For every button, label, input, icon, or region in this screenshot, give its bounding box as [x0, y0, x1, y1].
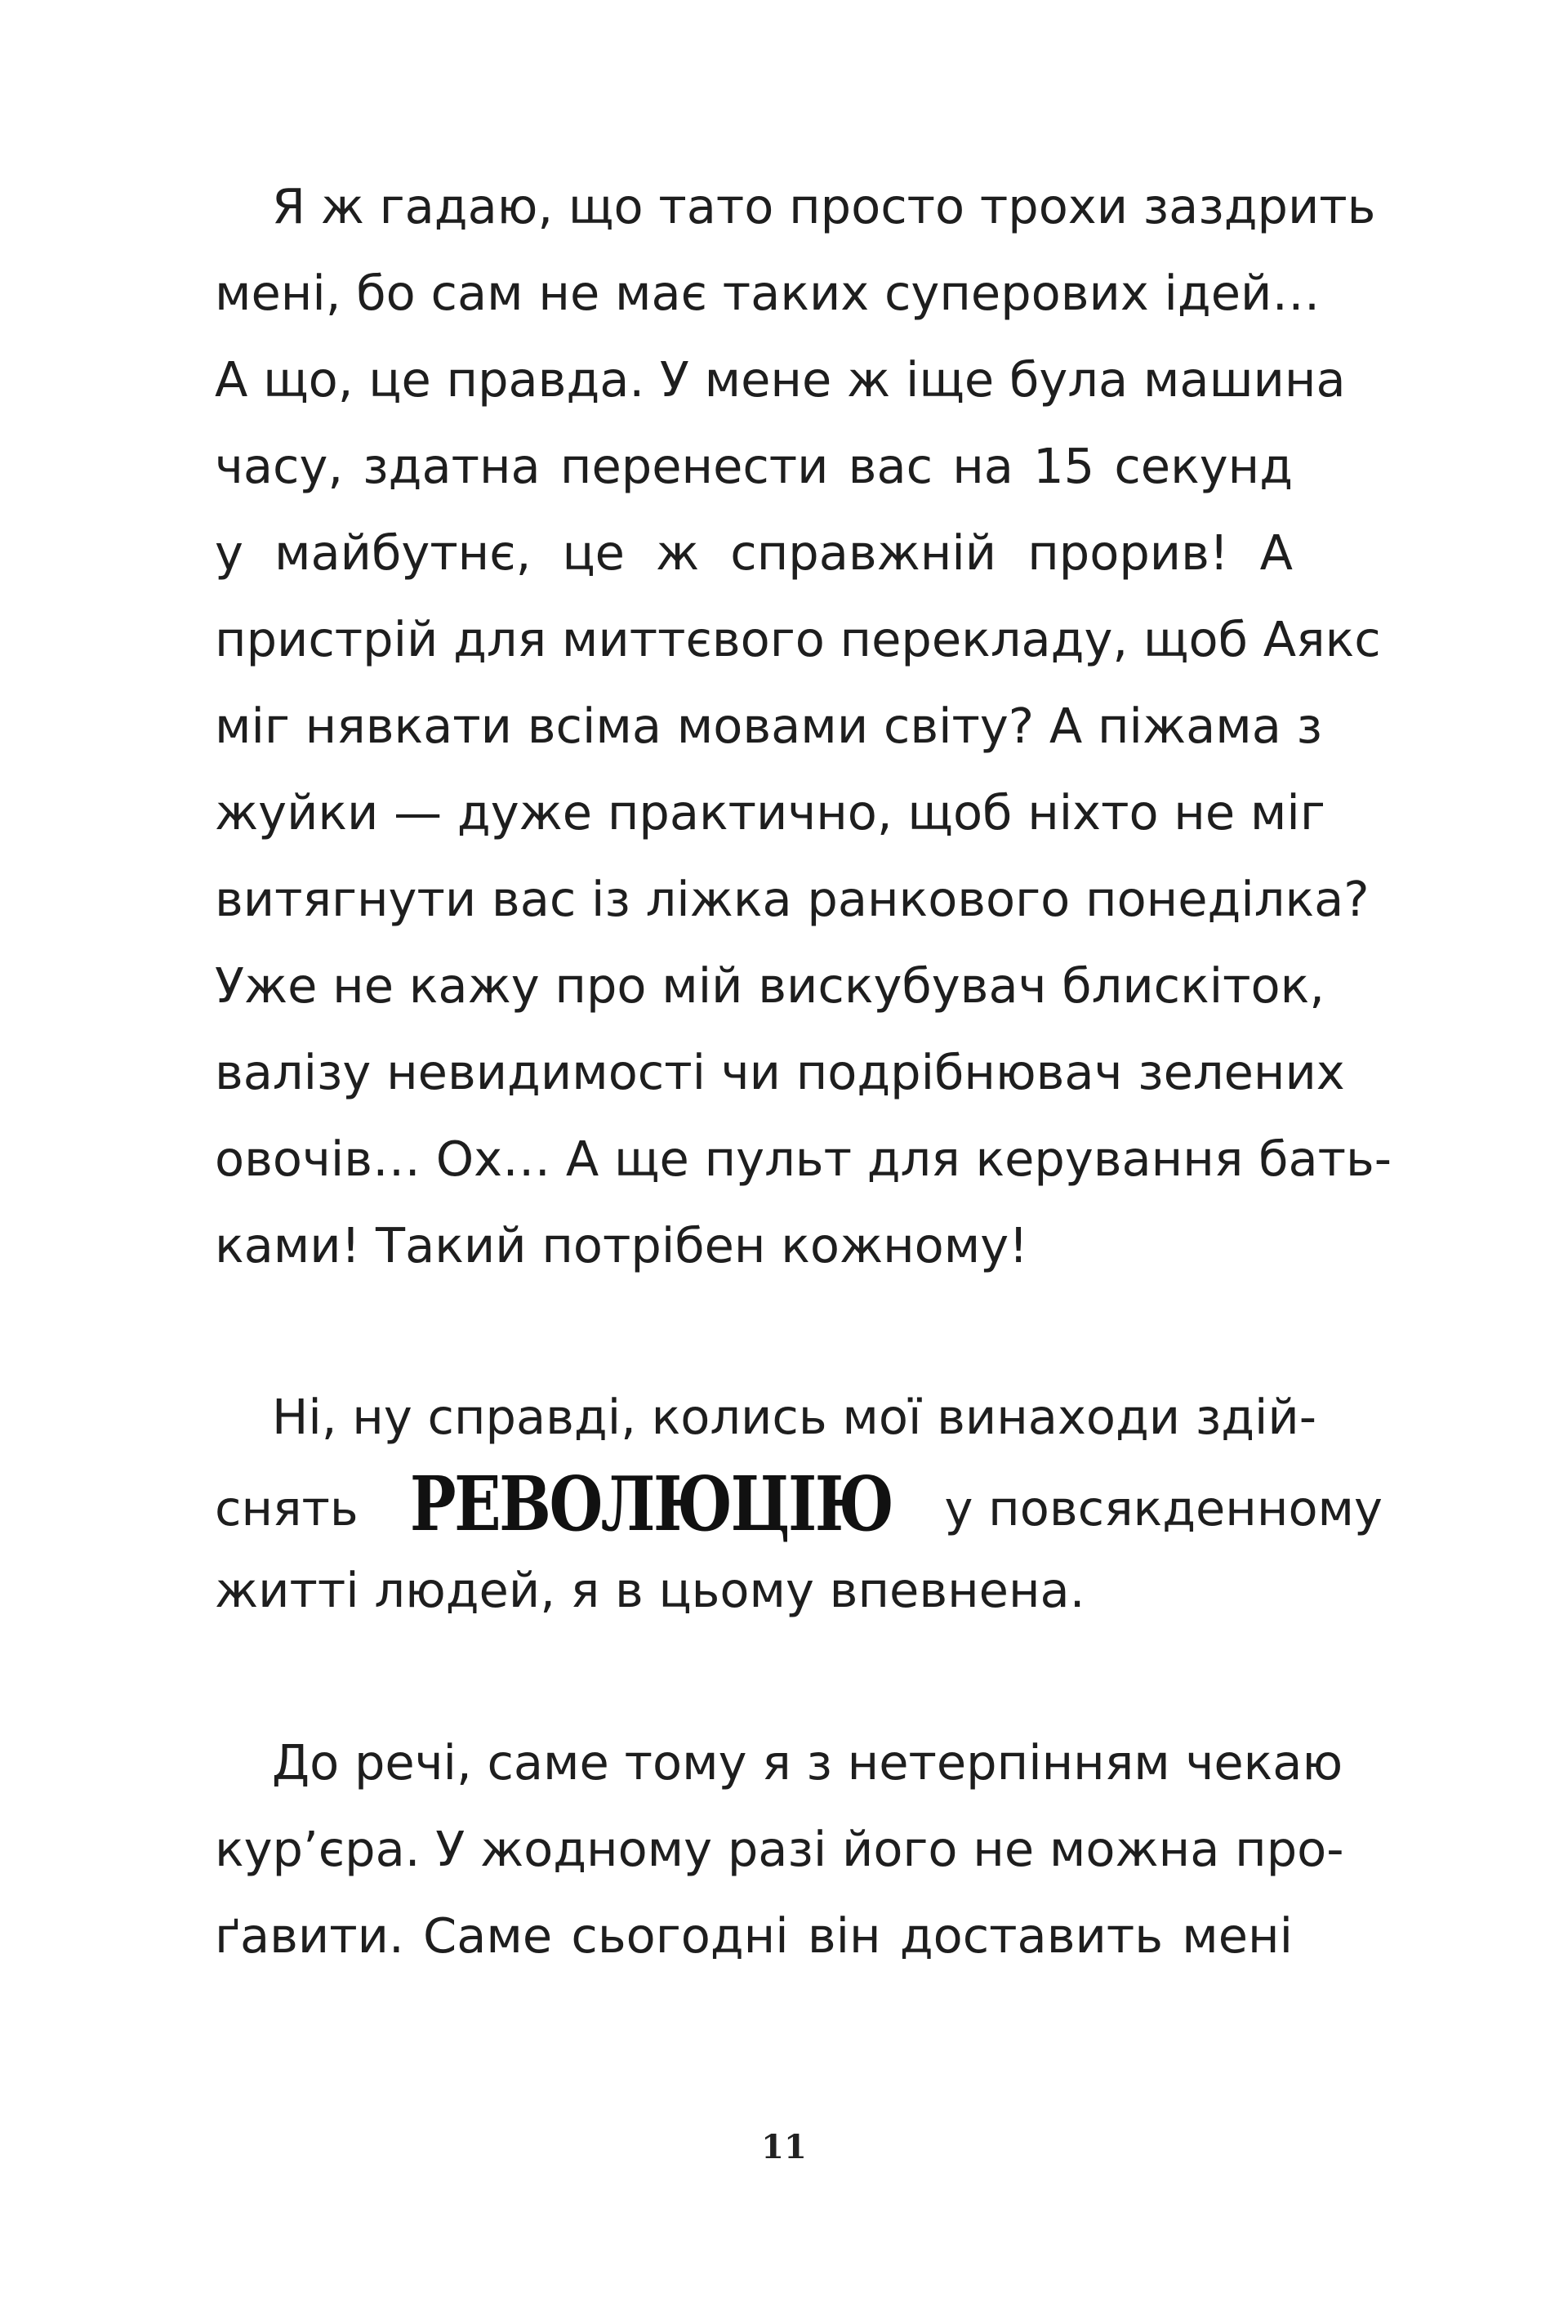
text-line: пристрій для миттєвого перекладу, щоб Аякс: [215, 611, 1381, 667]
text-line: міг нявкати всіма мовами світу? А піжама з: [215, 698, 1323, 754]
emphasized-word: РЕВОЛЮЦІЮ: [410, 1460, 893, 1548]
text-fragment: у повсякденному: [944, 1480, 1383, 1537]
text-fragment: снять: [215, 1480, 359, 1537]
text-line: Ні, ну справді, колись мої винаходи здій-: [272, 1389, 1317, 1445]
text-line: А що, це правда. У мене ж іще була машина: [215, 351, 1346, 408]
text-line: жуйки — дуже практично, щоб ніхто не міг: [215, 784, 1325, 841]
text-line: овочів… Ох… А ще пульт для керування бать-: [215, 1131, 1392, 1187]
text-line: ґавити. Саме сьогодні він доставить мені: [215, 1907, 1293, 1964]
text-line: ками! Такий потрібен кожному!: [215, 1217, 1028, 1274]
paragraph-1: [215, 163, 1392, 1289]
text-line: До речі, саме тому я з нетерпінням чекаю: [272, 1734, 1343, 1791]
text-line: житті людей, я в цьому впевнена.: [215, 1562, 1085, 1618]
paragraph-2: [215, 1374, 1383, 1634]
text-line-with-emphasis: [215, 1460, 1383, 1548]
text-line: у майбутнє, це ж справжній прорив! А: [215, 524, 1293, 581]
text-line: кур’єра. У жодному разі його не можна про-: [215, 1821, 1344, 1877]
text-line: часу, здатна перенести вас на 15 секунд: [215, 438, 1293, 494]
text-line: валізу невидимості чи подрібнювач зелених: [215, 1044, 1345, 1100]
text-line: мені, бо сам не має таких суперових ідей…: [215, 265, 1321, 321]
text-line: Уже не кажу про мій вискубувач блискіток,: [215, 957, 1325, 1014]
page-number: 11: [761, 2128, 807, 2166]
text-line: витягнути вас із ліжка ранкового понеділка?: [215, 871, 1370, 927]
text-line: Я ж гадаю, що тато просто трохи заздрить: [272, 178, 1376, 234]
paragraph-3: [215, 1720, 1344, 1979]
